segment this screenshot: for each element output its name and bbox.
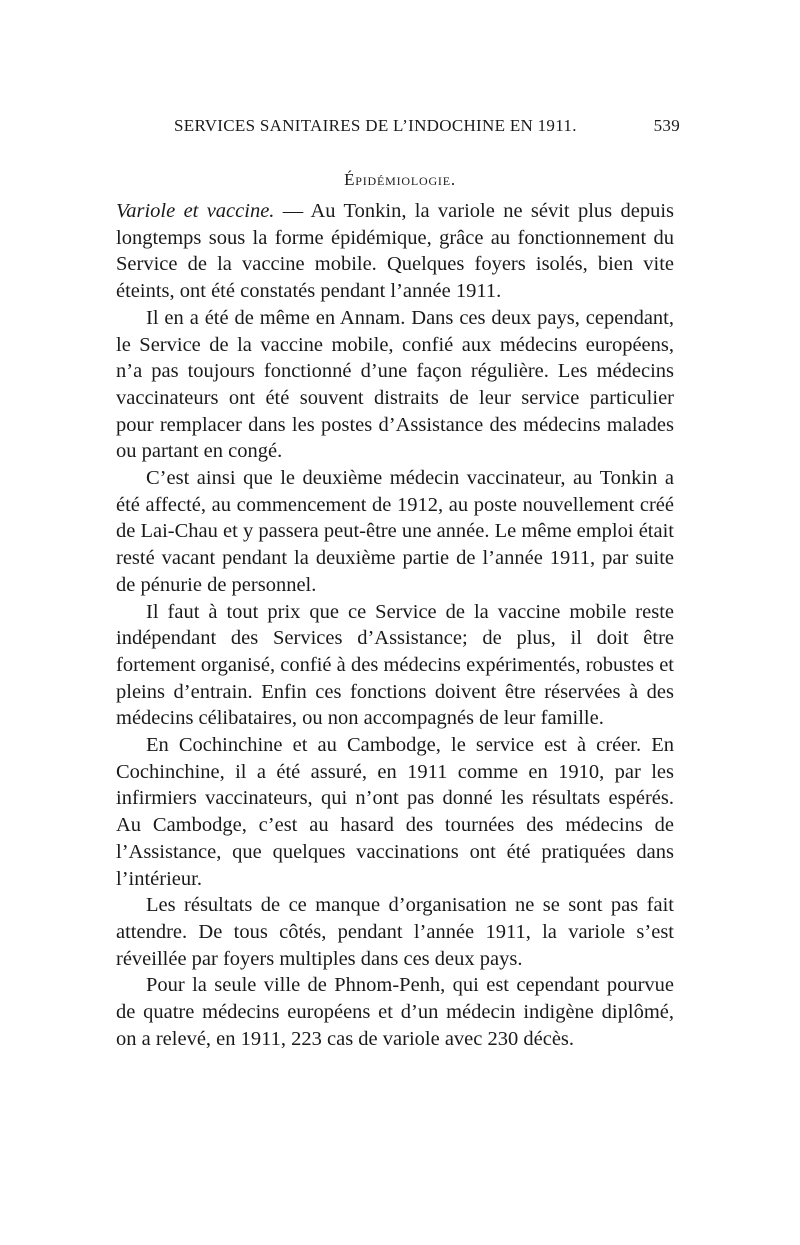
paragraph: C’est ainsi que le deuxième médecin vaccinateur, au Tonkin a été affecté, au commencement de 1912, au poste nouvellement créé de Lai-Chau et y passera peut-être une année. Le même emploi était resté vacant pendant la deuxième partie de l’année 1911, par suite de pénurie de personnel. <box>116 467 674 596</box>
running-title: SERVICES SANITAIRES DE L’INDOCHINE EN 1911. <box>174 116 577 135</box>
paragraph: Les résultats de ce manque d’organisation ne se sont pas fait attendre. De tous côtés, pendant l’année 1911, la variole s’est réveillée par foyers multiples dans ces deux pays. <box>116 894 674 970</box>
body-text <box>116 198 674 1053</box>
paragraph: En Cochinchine et au Cambodge, le service est à créer. En Cochinchine, il a été assuré, en 1911 comme en 1910, par les infirmiers vaccinateurs, qui n’ont pas donné les résultats espérés. Au Cambodge, c’est au hasard des tournées des médecins de l’Assistance, que quelques vaccinations ont été pratiquées dans l’intérieur. <box>116 734 674 890</box>
paragraph-text: — Au Tonkin, la variole ne sévit plus depuis longtemps sous la forme épidémique, grâce au fonctionnement du Service de la vaccine mobile. Quelques foyers isolés, bien vite éteints, ont été constatés pendant l’année 1911. <box>116 200 675 303</box>
paragraph-lead-in: Variole et vaccine. <box>116 200 275 222</box>
paragraph: Il faut à tout prix que ce Service de la vaccine mobile reste indépendant des Services d’Assistance; de plus, il doit être fortement organisé, confié à des médecins expérimentés, robustes et pleins d’entrain. Enfin ces fonctions doivent être réservées à des médecins célibataires, ou non accompagnés de leur famille. <box>116 600 674 730</box>
paragraph: Il en a été de même en Annam. Dans ces deux pays, cependant, le Service de la vaccine mobile, confié aux médecins européens, n’a pas toujours fonctionné d’une façon régulière. Les médecins vaccinateurs ont été souvent distraits de leur service particulier pour remplacer dans les postes d’Assistance des médecins malades ou partant en congé. <box>116 306 674 463</box>
page-number: 539 <box>653 116 680 135</box>
paragraph <box>116 198 674 305</box>
running-head <box>140 116 680 140</box>
section-title: Épidémiologie. <box>344 170 456 189</box>
paragraph: Pour la seule ville de Phnom-Penh, qui est cependant pourvue de quatre médecins européens et d’un médecin indigène diplômé, on a relevé, en 1911, 223 cas de variole avec 230 décès. <box>116 974 674 1050</box>
